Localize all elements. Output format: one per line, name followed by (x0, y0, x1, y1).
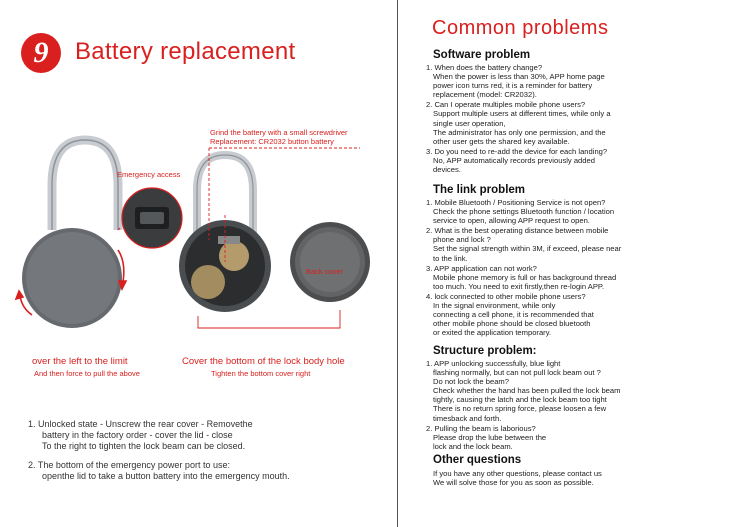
lock-open-interior-icon (179, 155, 271, 312)
instruction-step-1 (28, 419, 253, 452)
step-2-line-1: The bottom of the emergency power port to use: (37, 460, 230, 470)
question: 1. When does the battery change? (426, 63, 543, 72)
grind-annotation-line2: Replacement: CR2032 button battery (210, 137, 334, 146)
answer-line: The administrator has only one permission, and the (433, 127, 606, 137)
software-qa-list (426, 63, 726, 175)
answer-line: Support multiple users at different times, while only a (433, 109, 611, 119)
common-problems-title: Common problems (432, 17, 609, 39)
answer-line: too much. You need to exit firstly,then re-login APP. (433, 281, 605, 291)
answer-line: lock and the lock beam. (433, 441, 513, 451)
answer-line: Check the phone settings Bluetooth function / location (433, 207, 615, 217)
step-1-number: 1. (28, 419, 36, 429)
back-cover-label: Back cover (306, 267, 344, 276)
question: 2. What is the best operating distance between mobile (426, 226, 609, 236)
question: 1. Mobile Bluetooth / Positioning Service is not open? (426, 198, 606, 207)
grind-annotation-line1: Grind the battery with a small screwdriver (210, 128, 348, 137)
answer-line: service to open, allowing APP request to open. (433, 216, 590, 226)
caption-right-main: Cover the bottom of the lock body hole (182, 356, 345, 367)
emergency-access-inset (122, 188, 182, 248)
answer-line: replacement (model: CR2032). (433, 90, 537, 100)
caption-left-sub: And then force to pull the above (34, 369, 140, 378)
lock-closed-icon (22, 140, 122, 328)
answer-line: tightly, causing the latch and the lock beam too tight (433, 395, 607, 405)
qa-item (426, 424, 726, 451)
answer-line: power icon turns red, it is a reminder for battery (433, 81, 593, 91)
step-number-badge: 9 (21, 33, 61, 73)
answer-line: No, APP automatically records previously added (433, 155, 595, 165)
question: 1. APP unlocking successfully, blue light (426, 359, 561, 368)
question: 2. Can I operate multiples mobile phone users? (426, 100, 586, 110)
answer-line: When the power is less than 30%, APP home page (433, 72, 605, 82)
qa-item (426, 147, 726, 174)
back-cover-icon (290, 222, 370, 302)
section-heading-link: The link problem (433, 184, 526, 196)
answer-line: If you have any other questions, please contact us (433, 469, 602, 478)
instruction-step-2 (28, 460, 290, 482)
battery-section-title: Battery replacement (75, 38, 296, 65)
section-heading-structure: Structure problem: (433, 345, 537, 357)
answer-line: In the signal environment, while only (433, 301, 556, 311)
question: 2. Pulling the beam is laborious? (426, 423, 536, 433)
answer-line: Set the signal strength within 3M, if exceed, please near (433, 244, 622, 254)
section-heading-other: Other questions (433, 454, 522, 466)
step-1-line-3: To the right to tighten the lock beam can be closed. (42, 441, 246, 451)
answer-line: other mobile phone should be closed bluetooth (433, 319, 591, 329)
qa-item (426, 292, 726, 337)
emergency-access-label: Emergency access (117, 170, 181, 179)
answer-line: flashing normally, but can not pull lock beam out ? (433, 368, 601, 378)
step-2-line-2: openthe lid to take a button battery into the emergency mouth. (42, 471, 290, 481)
answer-line: phone and lock ? (433, 235, 491, 245)
answer-line: Check whether the hand has been pulled the lock beam (433, 386, 621, 396)
answer-line: timesback and forth. (433, 413, 502, 423)
qa-item (426, 63, 726, 99)
caption-left-main: over the left to the limit (32, 356, 128, 367)
step-2-number: 2. (28, 460, 36, 470)
page-divider (397, 0, 398, 527)
answer-line: There is no return spring force, please loosen a few (433, 404, 607, 414)
step-1-line-1: Unlocked state - Unscrew the rear cover - Removethe (38, 419, 253, 429)
qa-item (426, 264, 726, 291)
link-qa-list (426, 198, 726, 338)
answer-line: to the link. (433, 253, 468, 263)
qa-item (426, 359, 726, 423)
caption-right-sub: Tighten the bottom cover right (211, 369, 311, 378)
answer-line: or exited the application temporary. (433, 328, 552, 338)
structure-qa-list (426, 359, 726, 452)
question: 3. Do you need to re-add the device for each landing? (426, 146, 608, 156)
other-questions-text (426, 469, 726, 487)
answer-line: other user gets the shared key available. (433, 136, 570, 146)
answer-line: single user operation, (433, 118, 506, 128)
question: 3. APP application can not work? (426, 263, 537, 273)
qa-item (426, 198, 726, 225)
qa-item (426, 100, 726, 145)
answer-line: Do not lock the beam? (433, 377, 509, 387)
step-1-line-2: battery in the factory order - cover the lid - close (42, 430, 233, 440)
section-heading-software: Software problem (433, 49, 531, 61)
answer-line: We will solve those for you as soon as possible. (433, 478, 594, 488)
answer-line: Please drop the lube between the (433, 432, 547, 442)
answer-line: Mobile phone memory is full or has background thread (433, 272, 617, 282)
answer-line: devices. (433, 165, 461, 175)
question: 4. lock connected to other mobile phone users? (426, 291, 586, 301)
qa-item (426, 226, 726, 262)
answer-line: connecting a cell phone, it is recommended that (433, 310, 594, 320)
